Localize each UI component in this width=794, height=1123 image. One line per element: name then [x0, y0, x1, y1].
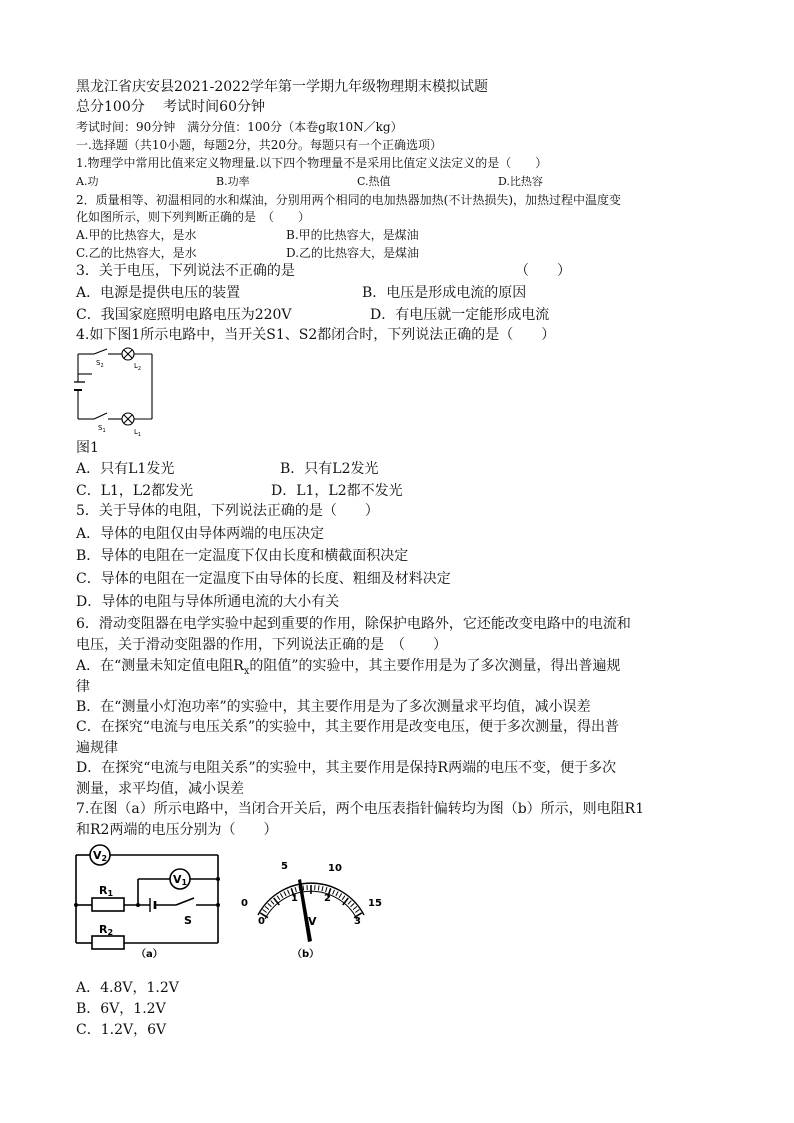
dial-tick [295, 887, 296, 892]
q6-stem-line2: 电压，关于滑动变阻器的作用，下列说法正确的是 （ ） [76, 637, 447, 653]
q7-circuit-figure-a [72, 843, 232, 961]
q4-label-l1: $L_1$ [134, 428, 142, 438]
q7-caption-a: （a） [136, 949, 163, 960]
dial-tick [333, 890, 335, 895]
dial-outer-label-0: 0 [241, 898, 248, 909]
dial-tick [339, 893, 342, 897]
dial-tick [303, 886, 304, 891]
q2-stem-line1: 2．质量相等、初温相同的水和煤油，分别用两个相同的电加热器加热(不计热损失)，加热过程中温度变 [76, 193, 622, 207]
q7-stem-line2: 和R2两端的电压分别为（ ） [76, 822, 278, 838]
q4-option-b: B．只有L2发光 [280, 461, 379, 477]
exam-title: 黑龙江省庆安县2021-2022学年第一学期九年级物理期末模拟试题 [76, 79, 488, 95]
q4-figure-caption: 图1 [76, 440, 99, 456]
q3-option-c: C．我国家庭照明电路电压为220V [76, 307, 292, 323]
dial-inner-label-0: 0 [258, 916, 265, 927]
q1-stem: 1.物理学中常用比值来定义物理量.以下四个物理量不是采用比值定义法定义的是（ ） [76, 156, 548, 170]
q6-option-b: B．在“测量小灯泡功率”的实验中，其主要作用是为了多次测量求平均值，减小误差 [76, 699, 591, 715]
q5-option-a: A．导体的电阻仅由导体两端的电压决定 [76, 526, 325, 542]
dial-inner-label-1: 1 [291, 893, 298, 904]
q5-option-c: C．导体的电阻在一定温度下由导体的长度、粗细及材料决定 [76, 571, 451, 587]
q4-stem: 4.如下图1所示电路中，当开关S1、S2都闭合时，下列说法正确的是（ ） [76, 327, 556, 343]
q3-answer-paren: （ ） [515, 263, 571, 279]
q6-option-a-line2: 律 [76, 679, 90, 695]
q3-option-a: A．电源是提供电压的装置 [76, 285, 241, 301]
q7-label-r2: R2 [99, 923, 114, 937]
q1-option-d: D.比热容 [498, 175, 543, 188]
q1-option-c: C.热值 [357, 175, 391, 188]
q6-option-c-line2: 遍规律 [76, 740, 118, 756]
dial-tick [322, 886, 323, 891]
dial-tick [326, 887, 327, 892]
q6-option-d-line2: 测量，求平均值，减小误差 [76, 781, 244, 797]
score-time: 总分100分 考试时间60分钟 [76, 99, 265, 115]
dial-tick [348, 901, 351, 905]
dial-tick [271, 901, 274, 905]
q2-option-b: B.甲的比热容大，是煤油 [286, 228, 419, 242]
q4-circuit-figure [74, 346, 164, 438]
q4-label-s1: $S_1$ [98, 424, 106, 434]
q7-voltmeter-dial-figure-b [236, 853, 386, 963]
q7-option-b: B．6V，1.2V [76, 1001, 166, 1017]
q2-stem-line2: 化如图所示，则下列判断正确的是 （ ） [76, 210, 311, 224]
q7-option-c: C．1.2V，6V [76, 1022, 167, 1038]
q7-label-r1: R1 [99, 884, 114, 898]
q4-label-s2: $S_2$ [96, 359, 104, 369]
q7-option-a: A．4.8V，1.2V [76, 980, 179, 996]
dial-tick [277, 896, 280, 900]
q7-label-s: S [184, 914, 192, 927]
q6-stem-line1: 6．滑动变阻器在电学实验中起到重要的作用，除保护电路外，它还能改变电路中的电流和 [76, 616, 631, 632]
q6-option-a-line1: A．在“测量未知定值电阻$R_x$的阻值”的实验中，其主要作用是为了多次测量，得出普遍规 [76, 658, 621, 677]
dial-tick [284, 892, 286, 896]
q4-option-a: A．只有L1发光 [76, 461, 175, 477]
section-one-heading: 一.选择题（共10小题，每题2分，共20分。每题只有一个正确选项） [76, 138, 442, 152]
q2-option-c: C.乙的比热容大，是水 [76, 246, 197, 260]
dial-tick [351, 903, 355, 906]
dial-tick [268, 903, 272, 906]
q1-option-a: A.功 [76, 175, 99, 188]
q4-label-l2: $L_2$ [134, 362, 142, 372]
q7-caption-b: （b） [292, 949, 320, 960]
dial-inner-label-3: 3 [354, 916, 361, 927]
dial-inner-label-2: 2 [324, 893, 331, 904]
q7-label-v2: V2 [93, 849, 108, 863]
dial-tick [265, 906, 269, 909]
q2-option-a: A.甲的比热容大，是水 [76, 228, 197, 242]
q3-stem: 3．关于电压，下列说法不正确的是 [76, 263, 295, 279]
q4-option-c: C．L1，L2都发光 [76, 483, 194, 499]
dial-tick [288, 890, 290, 895]
q2-option-d: D.乙的比热容大，是煤油 [286, 246, 420, 260]
q3-option-d: D．有电压就一定能形成电流 [370, 307, 550, 323]
dial-top-label-10: 10 [328, 863, 342, 874]
q4-option-d: D．L1，L2都不发光 [271, 483, 403, 499]
dial-unit-label: V [308, 915, 317, 928]
q5-option-d: D．导体的电阻与导体所通电流的大小有关 [76, 594, 340, 610]
q7-stem-line1: 7.在图（a）所示电路中，当闭合开关后，两个电压表指针偏转均为图（b）所示，则电阻R1 [76, 801, 645, 817]
q7-label-v1: V1 [173, 873, 188, 887]
q1-option-b: B.功率 [216, 175, 250, 188]
dial-tick [318, 886, 319, 891]
dial-tick [355, 910, 359, 913]
dial-tick [263, 910, 267, 913]
dial-tick [336, 892, 338, 896]
q6-option-d-line1: D．在探究“电流与电阻关系”的实验中，其主要作用是保持R两端的电压不变，便于多次 [76, 760, 617, 776]
dial-tick [353, 906, 357, 909]
dial-tick [280, 893, 283, 897]
dial-outer-label-15: 15 [368, 898, 382, 909]
dial-tick [342, 896, 345, 900]
exam-info: 考试时间：90分钟 满分分值：100分（本卷g取10N／kg） [76, 120, 403, 134]
q5-option-b: B．导体的电阻在一定温度下仅由长度和横截面积决定 [76, 548, 409, 564]
q5-stem: 5．关于导体的电阻，下列说法正确的是（ ） [76, 503, 379, 519]
q6-option-c-line1: C．在探究“电流与电压关系”的实验中，其主要作用是改变电压，便于多次测量，得出普 [76, 719, 620, 735]
dial-top-label-5: 5 [281, 861, 288, 872]
q3-option-b: B．电压是形成电流的原因 [362, 285, 527, 301]
